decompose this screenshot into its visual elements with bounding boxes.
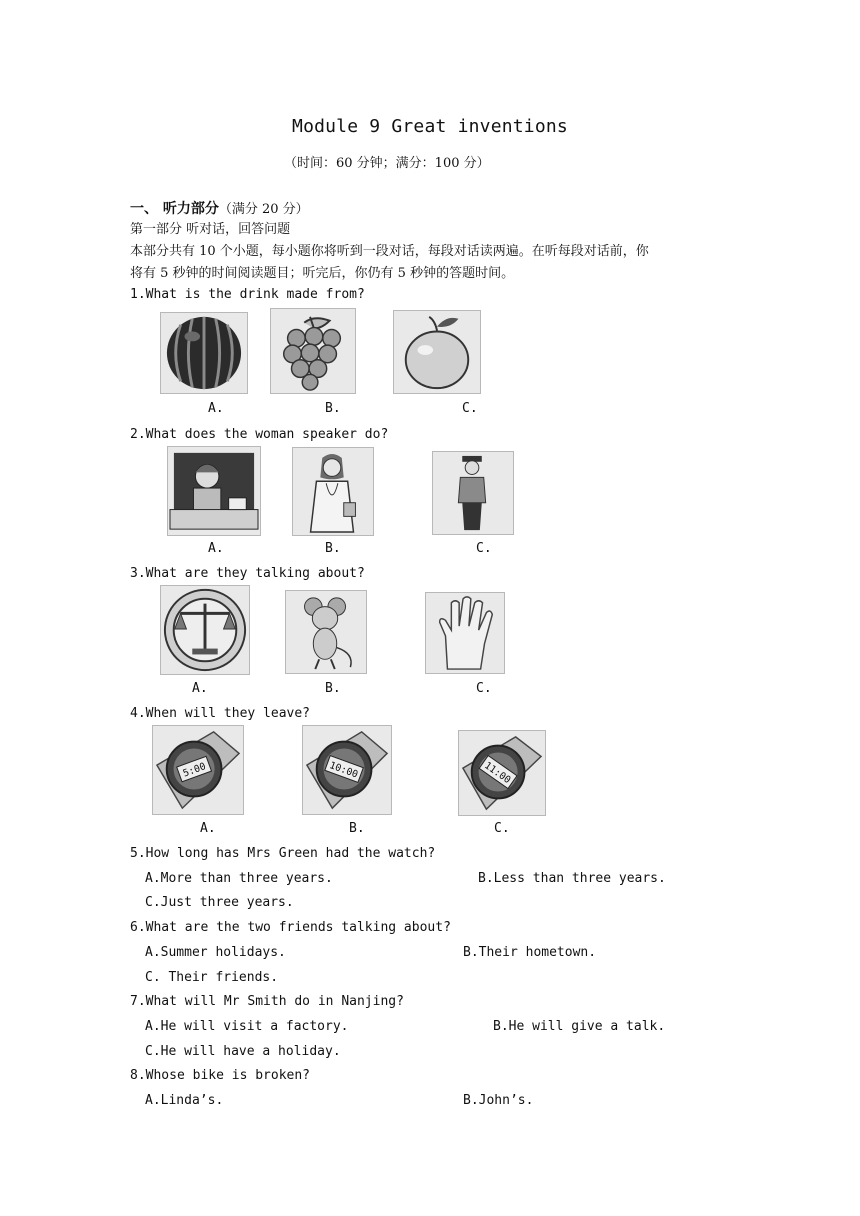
question-7: 7.What will Mr Smith do in Nanjing? bbox=[130, 994, 404, 1009]
watch-time-c: 11:00 bbox=[482, 760, 513, 787]
section-title: 一、 听力部分 bbox=[130, 201, 219, 217]
watch-image-a bbox=[152, 725, 244, 815]
q6-option-a: A.Summer holidays. bbox=[145, 945, 286, 960]
mouse-image bbox=[285, 590, 367, 674]
question-5: 5.How long has Mrs Green had the watch? bbox=[130, 846, 436, 861]
question-3: 3.What are they talking about? bbox=[130, 566, 365, 581]
option-label-c: C. bbox=[476, 541, 492, 556]
policewoman-image bbox=[432, 451, 514, 535]
document-subtitle: （时间：60 分钟；满分：100 分） bbox=[284, 156, 490, 171]
question-6: 6.What are the two friends talking about? bbox=[130, 920, 451, 935]
watch-image-b bbox=[302, 725, 392, 815]
q5-option-a: A.More than three years. bbox=[145, 871, 333, 886]
q6-option-c: C. Their friends. bbox=[145, 970, 279, 985]
q7-option-a: A.He will visit a factory. bbox=[145, 1019, 349, 1034]
grapes-image bbox=[270, 308, 356, 394]
option-label-a: A. bbox=[200, 821, 216, 836]
option-label-c: C. bbox=[462, 401, 478, 416]
option-label-b: B. bbox=[325, 401, 341, 416]
option-label-c: C. bbox=[494, 821, 510, 836]
q7-option-c: C.He will have a holiday. bbox=[145, 1044, 341, 1059]
option-label-b: B. bbox=[349, 821, 365, 836]
question-8: 8.Whose bike is broken? bbox=[130, 1068, 311, 1083]
option-label-a: A. bbox=[192, 681, 208, 696]
woman-coat-image bbox=[292, 447, 374, 536]
q5-option-b: B.Less than three years. bbox=[478, 871, 666, 886]
q7-option-b: B.He will give a talk. bbox=[493, 1019, 666, 1034]
part-heading: 第一部分 听对话，回答问题 bbox=[130, 222, 291, 237]
teacher-image bbox=[167, 446, 261, 536]
hand-image bbox=[425, 592, 505, 674]
scales-image bbox=[160, 585, 250, 675]
q8-option-a: A.Linda’s. bbox=[145, 1093, 224, 1108]
watch-time-b: 10:00 bbox=[327, 760, 360, 781]
instructions-line-1: 本部分共有 10 个小题，每小题你将听到一段对话，每段对话读两遍。在听每段对话前，你 bbox=[130, 244, 649, 259]
option-label-a: A. bbox=[208, 541, 224, 556]
watermelon-image bbox=[160, 312, 248, 394]
option-label-a: A. bbox=[208, 401, 224, 416]
q8-option-b: B.John’s. bbox=[463, 1093, 534, 1108]
document-title: Module 9 Great inventions bbox=[292, 116, 568, 137]
option-label-c: C. bbox=[476, 681, 492, 696]
section-heading bbox=[130, 198, 309, 218]
watch-image-c bbox=[458, 730, 546, 816]
option-label-b: B. bbox=[325, 681, 341, 696]
section-score: （满分 20 分） bbox=[218, 202, 309, 217]
option-label-b: B. bbox=[325, 541, 341, 556]
question-2: 2.What does the woman speaker do? bbox=[130, 427, 389, 442]
q5-option-c: C.Just three years. bbox=[145, 895, 294, 910]
q6-option-b: B.Their hometown. bbox=[463, 945, 597, 960]
instructions-line-2: 将有 5 秒钟的时间阅读题目；听完后，你仍有 5 秒钟的答题时间。 bbox=[130, 266, 515, 281]
watch-time-a: 5:00 bbox=[181, 761, 208, 780]
apple-image bbox=[393, 310, 481, 394]
question-4: 4.When will they leave? bbox=[130, 706, 311, 721]
question-1: 1.What is the drink made from? bbox=[130, 287, 365, 302]
